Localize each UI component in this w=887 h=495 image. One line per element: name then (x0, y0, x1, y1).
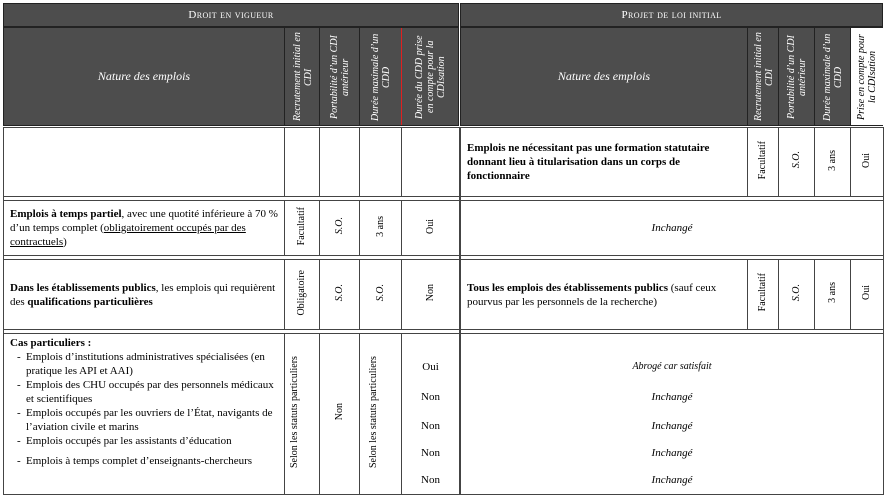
bill-section (460, 3, 883, 491)
table-row (461, 260, 884, 330)
header-duree-max: Durée maximale d’un CDD (814, 28, 851, 125)
table-row (4, 260, 460, 330)
cas-list (10, 350, 278, 482)
cell-duree-prise: Oui (424, 218, 436, 234)
cas-status: Inchangé (651, 447, 693, 459)
cell-recrutement: Facultatif (757, 140, 768, 180)
cell-portabilite: Non (333, 403, 345, 421)
cell-duree-max: 3 ans (374, 215, 386, 237)
header-portabilite: Portabilité d’un CDI antérieur (778, 28, 815, 125)
cell-duree-max: Selon les statuts particuliers (367, 356, 379, 468)
cell-duree-prise: Non (421, 391, 440, 403)
header-duree-prise: Prise en compte pour la CDIsation (850, 28, 883, 125)
comparison-table (3, 3, 883, 491)
cas-title: Cas particuliers : (10, 337, 92, 349)
list-item: - Emplois d’institutions administratives spécialisées (en pratique les API et AAI) (10, 350, 278, 378)
row-formation-desc: Emplois ne nécessitant pas une formation statutaire donnant lieu à titularisation dans un corps de fonctionnaire (461, 128, 748, 197)
header-duree-prise: Durée du CDD prise en compte pour la CDIsation (401, 28, 459, 125)
cell-duree-prise: Oui (422, 361, 439, 373)
table-row (4, 128, 460, 197)
table-row (4, 334, 460, 495)
bill-header-row (460, 27, 883, 126)
cas-duree-prise-stack (402, 334, 459, 494)
row-temps-partiel-inchange: Inchangé (461, 201, 884, 256)
cas-status: Inchangé (651, 420, 693, 432)
header-portabilite: Portabilité d’un CDI antérieur (319, 28, 360, 125)
cell-duree-prise: Oui (861, 285, 872, 300)
table-row (4, 201, 460, 256)
header-nature: Nature des emplois (557, 69, 651, 83)
cell-recrutement: Facultatif (757, 273, 768, 312)
cell-portabilite: S.O. (333, 217, 345, 235)
cell-duree-max: 3 ans (826, 282, 838, 303)
list-item: - Emplois occupés par les ouvriers de l’État, navigants de l’aviation civile et marins (10, 406, 278, 434)
table-row (461, 334, 884, 495)
table-row (461, 128, 884, 197)
cell-duree-max: 3 ans (826, 149, 838, 171)
cell-duree-prise: Non (421, 474, 440, 486)
list-item: - Emplois des CHU occupés par des personnels médicaux et scientifiques (10, 378, 278, 406)
cell-portabilite: S.O. (790, 283, 802, 302)
current-law-header-row (3, 27, 459, 126)
cell-duree-max: S.O. (374, 283, 386, 302)
cell-recrutement: Obligatoire (296, 269, 307, 316)
header-recrutement: Recrutement initial en CDI (747, 28, 779, 125)
bill-caption: Projet de loi initial (460, 3, 883, 27)
row-etablissements-desc: Dans les établissements publics, les emplois qui requièrent des qualifications particulières (4, 260, 285, 330)
cell-portabilite: S.O. (790, 151, 802, 169)
table-row (461, 201, 884, 256)
cas-status: Inchangé (651, 474, 693, 486)
cell-portabilite: S.O. (333, 283, 345, 302)
list-item: - Emplois à temps complet d’enseignants-chercheurs (10, 454, 278, 482)
cell-recrutement: Selon les statuts particuliers (289, 356, 300, 468)
current-law-caption: Droit en vigueur (3, 3, 459, 27)
header-recrutement: Recrutement initial en CDI (284, 28, 320, 125)
current-law-body (3, 127, 460, 495)
cell-recrutement: Facultatif (296, 206, 307, 246)
list-item: - Emplois occupés par les assistants d’éducation (10, 434, 278, 454)
header-nature: Nature des emplois (97, 69, 191, 83)
cas-status: Abrogé car satisfait (632, 361, 712, 372)
cas-status-stack (461, 334, 883, 494)
row-temps-partiel-desc: Emplois à temps partiel, avec une quotité inférieure à 70 % d’un temps complet (obligatoirement occupés par des contractuels) (4, 201, 285, 256)
cell-duree-prise: Non (421, 447, 440, 459)
header-duree-max: Durée maximale d’un CDD (359, 28, 402, 125)
cas-status: Inchangé (651, 391, 693, 403)
cell-duree-prise: Non (421, 420, 440, 432)
cell-duree-prise: Non (424, 283, 436, 302)
current-law-section (3, 3, 459, 491)
row-etablissements-desc: Tous les emplois des établissements publics (sauf ceux pourvus par les personnels de la recherche) (461, 260, 748, 330)
bill-body (460, 127, 884, 495)
cell-duree-prise: Oui (861, 152, 872, 168)
row-cas-desc (4, 334, 285, 495)
